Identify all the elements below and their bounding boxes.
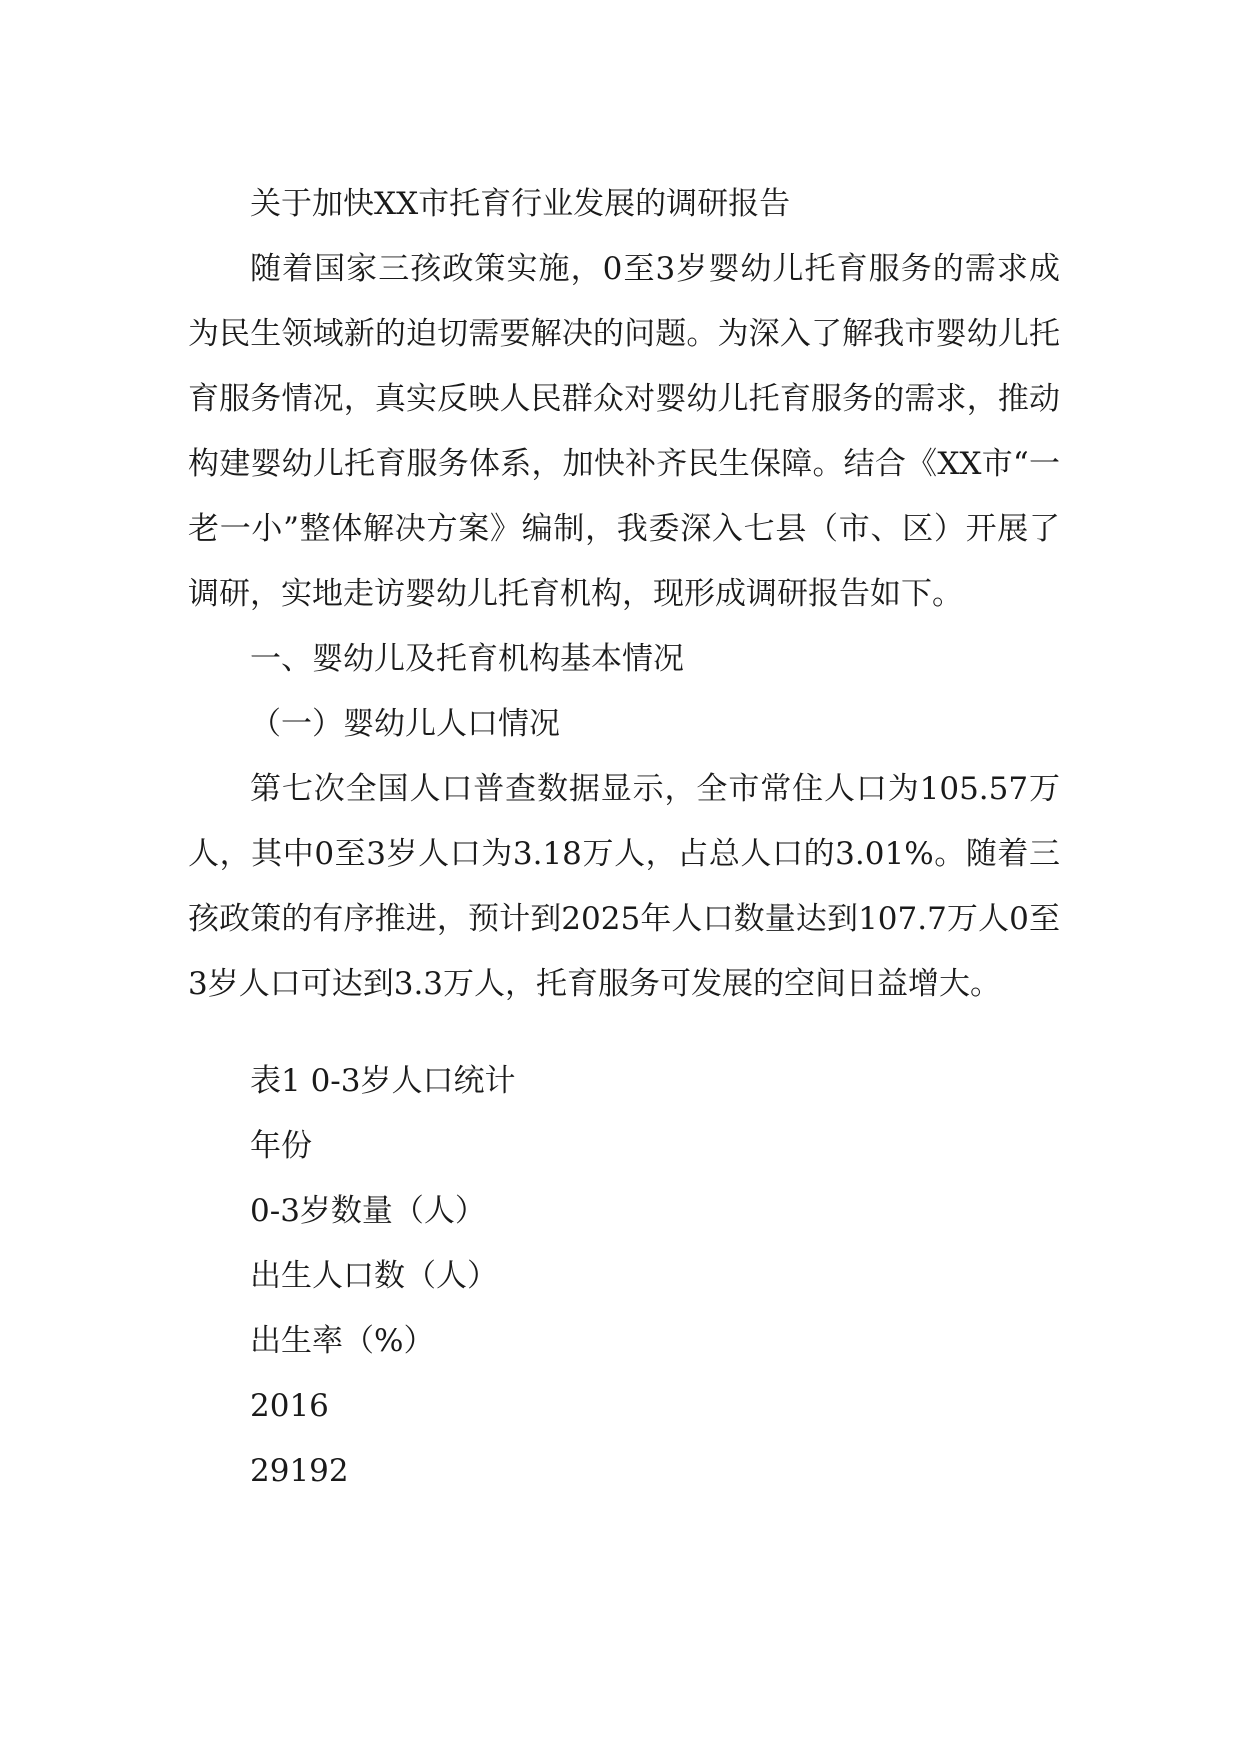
intro-paragraph: 随着国家三孩政策实施，0至3岁婴幼儿托育服务的需求成为民生领域新的迫切需要解决的问题。为深入了解我市婴幼儿托育服务情况，真实反映人民群众对婴幼儿托育服务的需求，推动构建婴幼儿托育服务体系，加快补齐民生保障。结合《XX市“一老一小”整体解决方案》编制，我委深入七县（市、区）开展了调研，实地走访婴幼儿托育机构，现形成调研报告如下。: [188, 251, 1060, 612]
table-cell-count: 29192: [250, 1453, 349, 1489]
subsection-heading: （一）婴幼儿人口情况: [250, 706, 560, 742]
section-heading: 一、婴幼儿及托育机构基本情况: [250, 641, 684, 677]
table-header-birth-rate: 出生率（%）: [250, 1323, 435, 1359]
document-body: [188, 172, 1060, 1504]
table-caption: 表1 0-3岁人口统计: [250, 1063, 516, 1099]
population-paragraph: 第七次全国人口普查数据显示，全市常住人口为105.57万人，其中0至3岁人口为3.18万人，占总人口的3.01%。随着三孩政策的有序推进，预计到2025年人口数量达到107.7万人0至3岁人口可达到3.3万人，托育服务可发展的空间日益增大。: [188, 771, 1060, 1002]
table-header-count: 0-3岁数量（人）: [250, 1193, 486, 1229]
table-header-year: 年份: [250, 1128, 312, 1164]
spacer: [188, 1017, 1060, 1049]
table-header-births: 出生人口数（人）: [250, 1258, 498, 1294]
table-cell-year: 2016: [250, 1388, 329, 1424]
document-title: 关于加快XX市托育行业发展的调研报告: [250, 186, 791, 222]
